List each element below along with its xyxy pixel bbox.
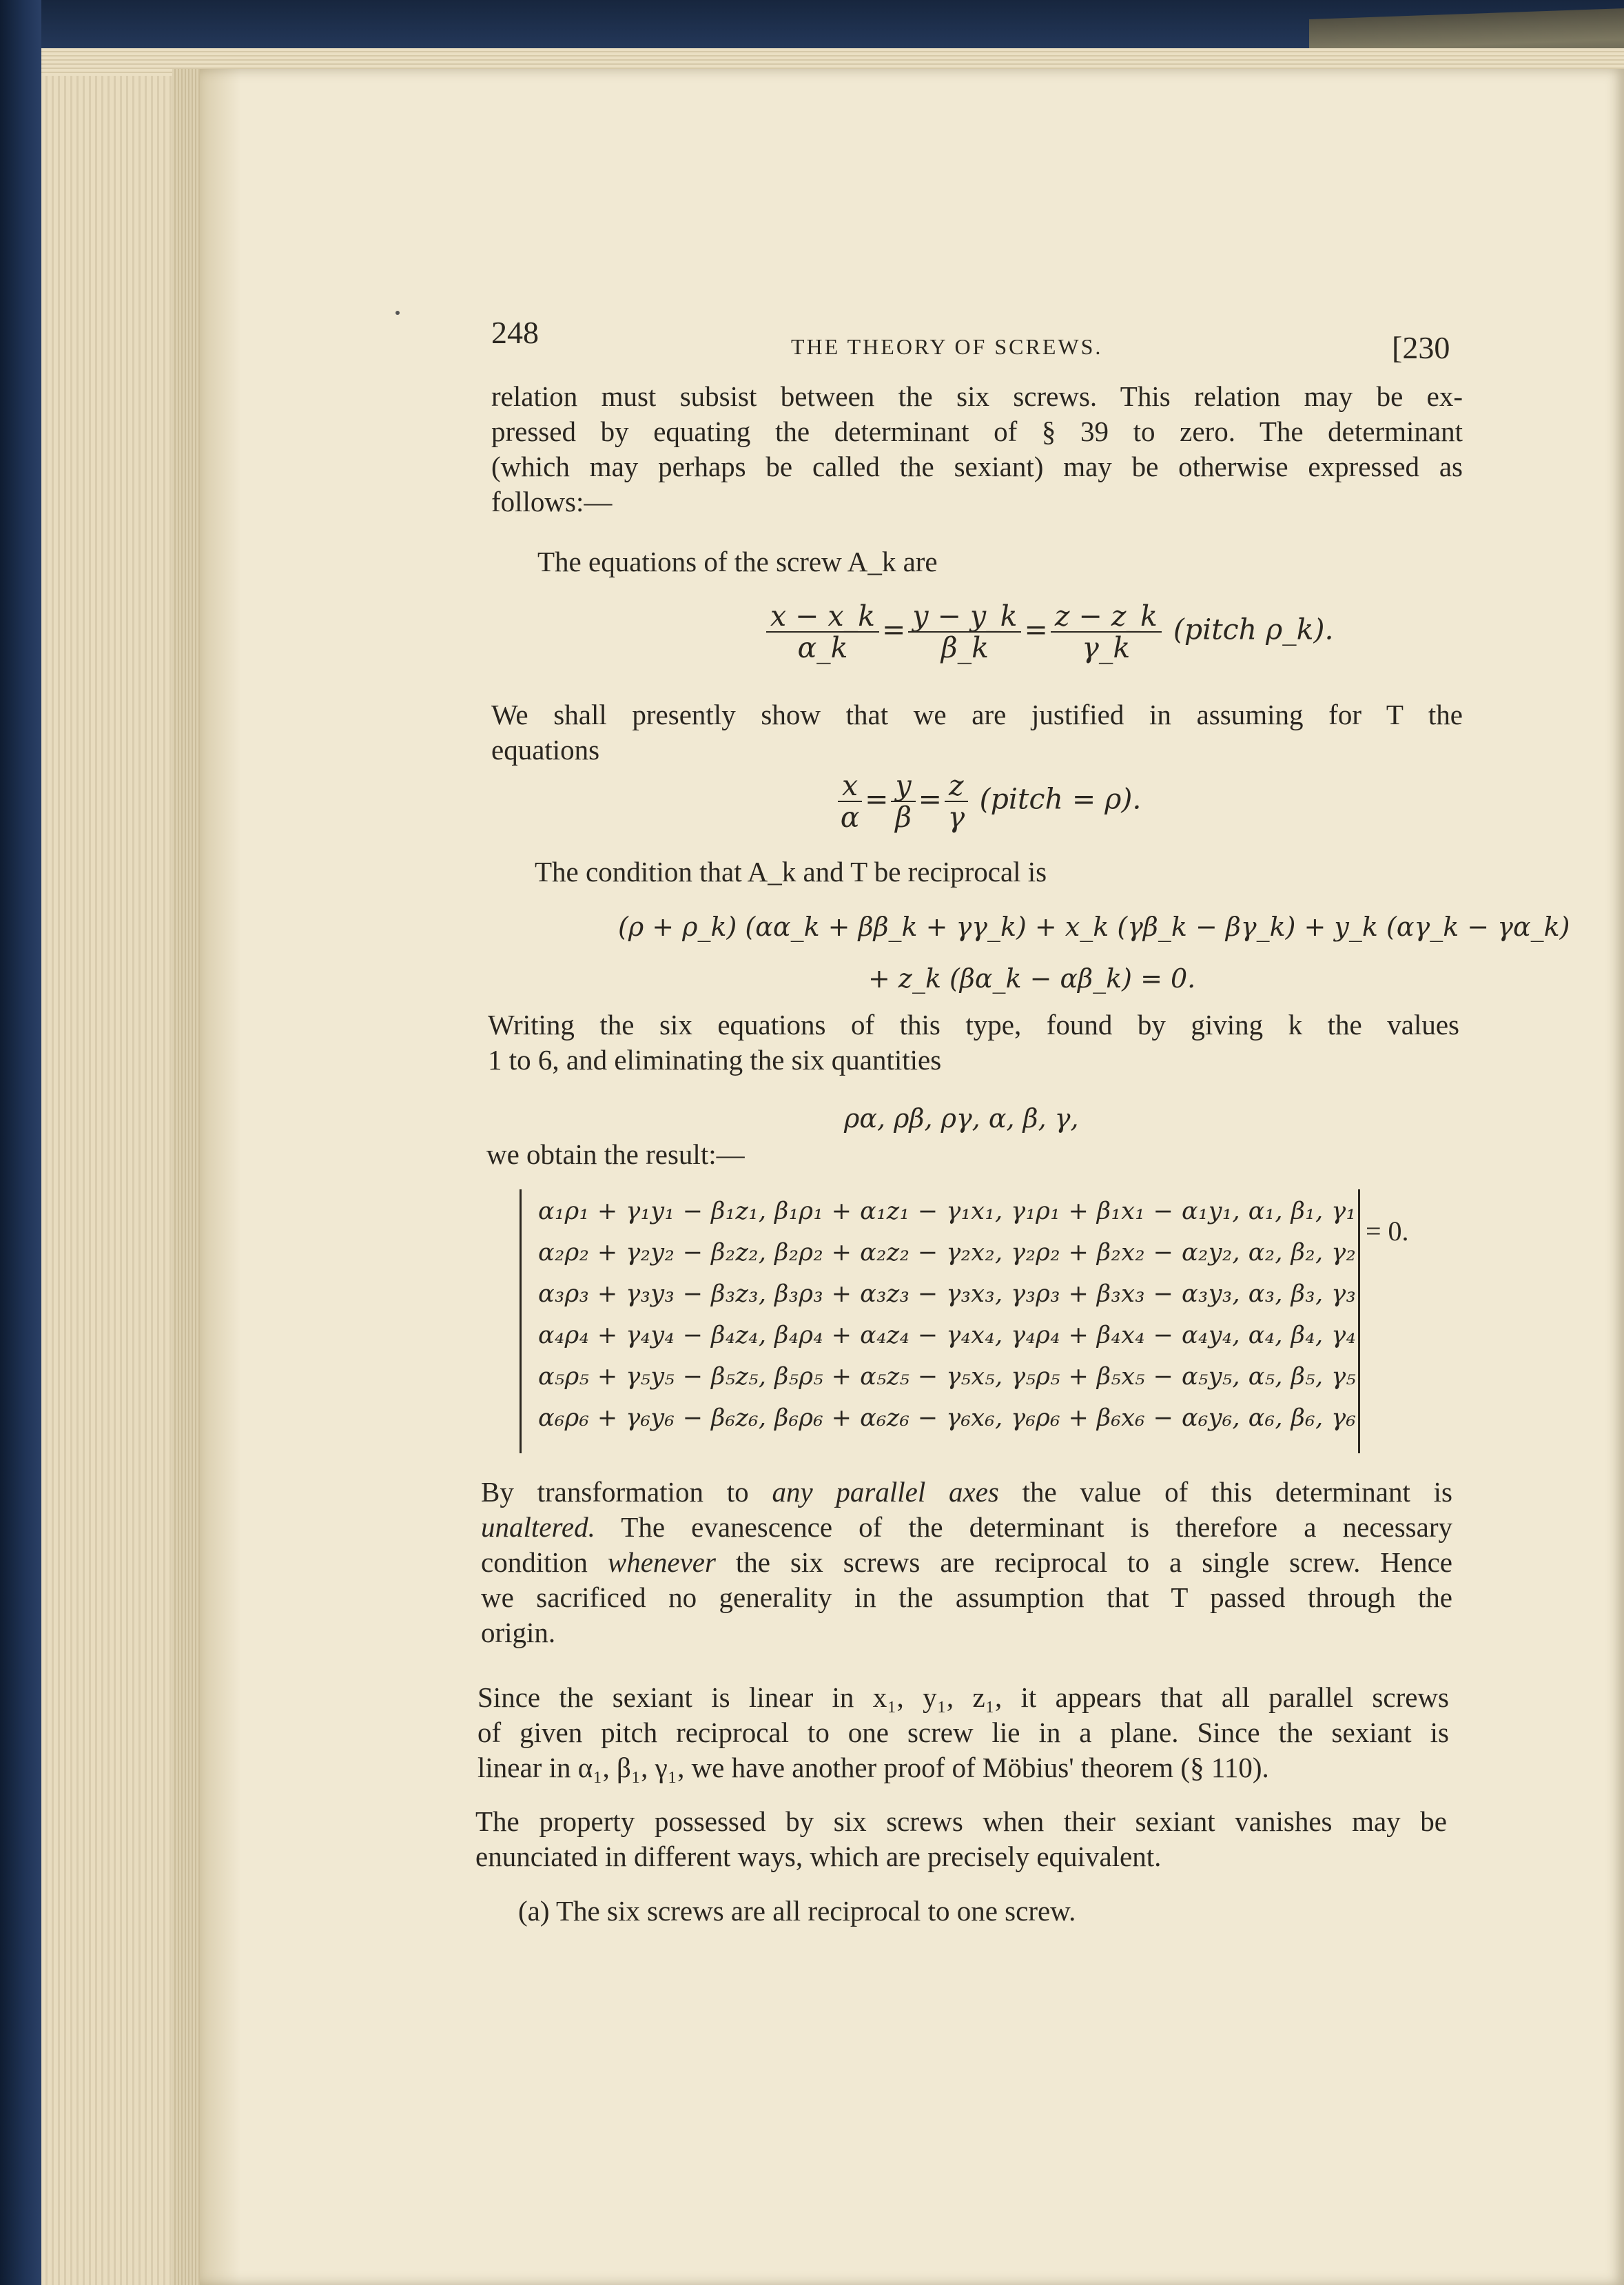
text-line: relation must subsist between the six screws. This relation may be ex- xyxy=(491,380,1463,412)
paragraph-2: The equations of the screw A_k are xyxy=(537,546,938,577)
denominator: γ_k xyxy=(1082,631,1131,664)
determinant-row: α₃ρ₃ + γ₃y₃ − β₃z₃, β₃ρ₃ + α₃z₃ − γ₃x₃, γ₃ρ₃ + β₃x₃ − α₃y₃, α₃, β₃, γ₃ xyxy=(538,1280,1357,1308)
numerator: z xyxy=(945,770,968,802)
fraction xyxy=(838,770,862,832)
running-title: THE THEORY OF SCREWS. xyxy=(791,334,1103,359)
determinant-row: α₆ρ₆ + γ₆y₆ − β₆z₆, β₆ρ₆ + α₆z₆ − γ₆x₆, γ₆ρ₆ + β₆x₆ − α₆y₆, α₆, β₆, γ₆ xyxy=(538,1404,1357,1432)
section-marker: [230 xyxy=(1392,330,1450,365)
paragraph-1 xyxy=(491,379,1463,520)
equation-screw-line: $\frac{x - x\_k}{\alpha\_k}$ = $\frac{y - y\_k}{\beta\_k}$ = $\frac{z - z\_k}{\gamma\_k}$ (pitch ρ_k). xyxy=(763,601,1334,663)
text-line: equations xyxy=(491,734,600,766)
denominator: β xyxy=(895,801,912,834)
denominator: β_k xyxy=(941,631,989,664)
page-number: 248 xyxy=(491,315,539,350)
text-line: We shall presently show that we are justified in assuming for T the xyxy=(491,699,1463,730)
paragraph-5 xyxy=(488,1007,1459,1078)
denominator: α xyxy=(840,801,860,834)
text-line: 1 to 6, and eliminating the six quantities xyxy=(488,1044,942,1076)
equation-reciprocal-line1: (ρ + ρ_k) (αα_k + ββ_k + γγ_k) + x_k (γβ_k − βγ_k) + y_k (αγ_k − γα_k) xyxy=(618,912,1570,942)
paragraph-9 xyxy=(475,1804,1447,1874)
equation-screw-t: $\frac{x}{\alpha}$ = $\frac{y}{\beta}$ = $\frac{z}{\gamma}$ (pitch = ρ). xyxy=(835,770,1141,832)
numerator: x xyxy=(838,770,862,802)
sexiant-determinant xyxy=(520,1189,1360,1453)
text-line: we sacrificed no generality in the assumption that T passed through the xyxy=(481,1581,1452,1613)
text-line: (which may perhaps be called the sexiant) may be otherwise expressed as xyxy=(491,451,1463,482)
text-line: By transformation to any parallel axes the value of this determinant is xyxy=(481,1476,1452,1508)
equation-pitch: (pitch ρ_k). xyxy=(1173,613,1334,646)
paragraph-6: we obtain the result:— xyxy=(486,1138,745,1170)
determinant-row: α₂ρ₂ + γ₂y₂ − β₂z₂, β₂ρ₂ + α₂z₂ − γ₂x₂, γ₂ρ₂ + β₂x₂ − α₂y₂, α₂, β₂, γ₂ xyxy=(538,1239,1357,1267)
text-line: The property possessed by six screws when their sexiant vanishes may be xyxy=(475,1805,1447,1837)
determinant-equals-zero: = 0. xyxy=(1366,1216,1409,1247)
numerator: z − z_k xyxy=(1051,601,1162,633)
equation-pitch: (pitch = ρ). xyxy=(979,782,1142,816)
paragraph-7 xyxy=(481,1475,1452,1650)
equation-quantities: ρα, ρβ, ργ, α, β, γ, xyxy=(844,1103,1079,1134)
equation-reciprocal-line2: + z_k (βα_k − αβ_k) = 0. xyxy=(868,963,1196,994)
page-speck xyxy=(395,311,400,315)
numerator: y xyxy=(891,770,915,802)
page-edges xyxy=(172,69,200,2285)
book-cover-left xyxy=(0,0,41,2285)
fraction xyxy=(766,601,879,663)
determinant-row: α₁ρ₁ + γ₁y₁ − β₁z₁, β₁ρ₁ + α₁z₁ − γ₁x₁, γ₁ρ₁ + β₁x₁ − α₁y₁, α₁, β₁, γ₁ xyxy=(538,1198,1357,1225)
fraction xyxy=(945,770,968,832)
fraction xyxy=(908,601,1021,663)
numerator: y − y_k xyxy=(908,601,1021,633)
fraction xyxy=(891,770,915,832)
text-line: Since the sexiant is linear in x₁, y₁, z₁, it appears that all parallel screws xyxy=(477,1681,1449,1713)
text-line: of given pitch reciprocal to one screw lie in a plane. Since the sexiant is xyxy=(477,1717,1449,1748)
paragraph-3 xyxy=(491,697,1463,768)
text-line: pressed by equating the determinant of § 39 to zero. The determinant xyxy=(491,416,1463,447)
paragraph-4: The condition that A_k and T be reciprocal is xyxy=(535,856,1047,888)
determinant-row: α₄ρ₄ + γ₄y₄ − β₄z₄, β₄ρ₄ + α₄z₄ − γ₄x₄, γ₄ρ₄ + β₄x₄ − α₄y₄, α₄, β₄, γ₄ xyxy=(538,1322,1357,1349)
text-line: linear in α₁, β₁, γ₁, we have another proof of Möbius' theorem (§ 110). xyxy=(477,1752,1269,1783)
text-line: condition whenever the six screws are reciprocal to a single screw. Hence xyxy=(481,1546,1452,1578)
denominator: α_k xyxy=(797,631,848,664)
text-line: unaltered. The evanescence of the determinant is therefore a necessary xyxy=(481,1511,1452,1543)
text-line: enunciated in different ways, which are precisely equivalent. xyxy=(475,1841,1162,1872)
numerator: x − x_k xyxy=(766,601,879,633)
paragraph-10: (a) The six screws are all reciprocal to one screw. xyxy=(518,1895,1076,1927)
text-line: follows:— xyxy=(491,486,613,518)
text-line: Writing the six equations of this type, found by giving k the values xyxy=(488,1009,1459,1041)
fraction xyxy=(1051,601,1162,663)
denominator: γ xyxy=(947,801,965,834)
text-line: origin. xyxy=(481,1617,556,1648)
determinant-row: α₅ρ₅ + γ₅y₅ − β₅z₅, β₅ρ₅ + α₅z₅ − γ₅x₅, γ₅ρ₅ + β₅x₅ − α₅y₅, α₅, β₅, γ₅ xyxy=(538,1363,1357,1391)
paragraph-8 xyxy=(477,1680,1449,1785)
